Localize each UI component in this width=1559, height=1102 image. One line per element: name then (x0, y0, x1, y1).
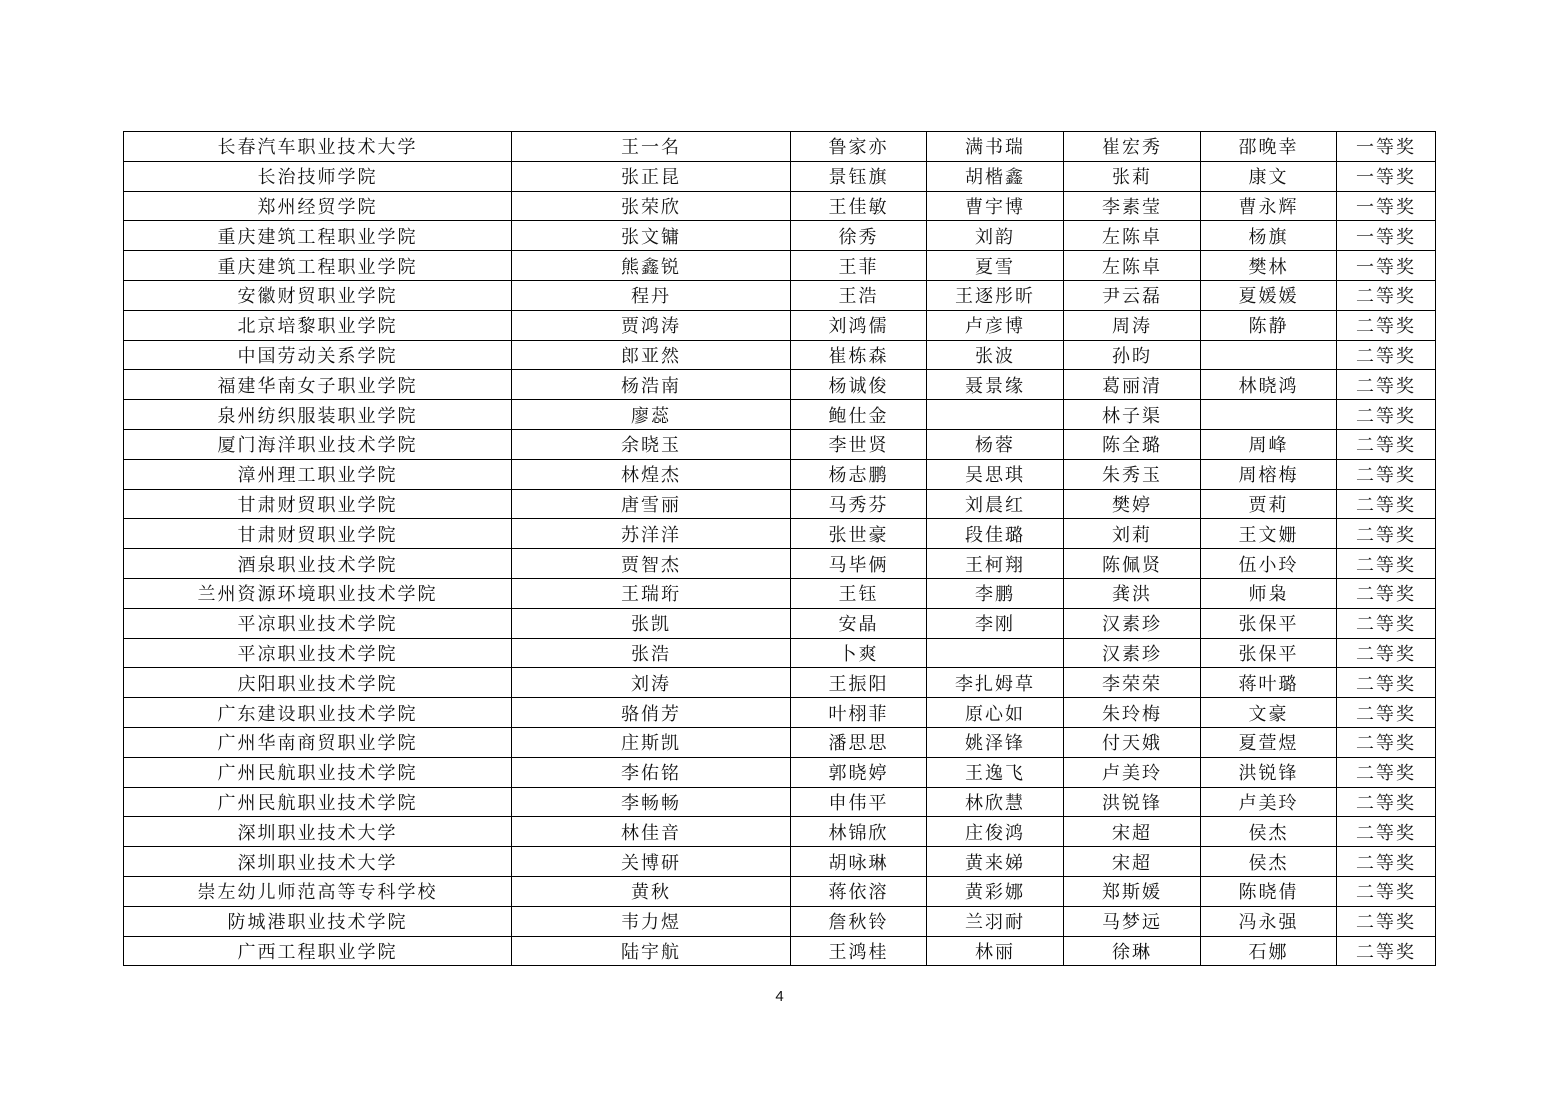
student-3-cell: 黄彩娜 (927, 876, 1064, 906)
teacher-2-cell: 林晓鸿 (1201, 370, 1337, 400)
award-cell: 二等奖 (1337, 906, 1436, 936)
student-2-cell: 蒋依溶 (791, 876, 927, 906)
page-number: 4 (775, 988, 784, 1005)
teacher-1-cell: 洪锐锋 (1064, 787, 1201, 817)
school-cell: 长治技师学院 (124, 161, 512, 191)
teacher-1-cell: 崔宏秀 (1064, 132, 1201, 162)
award-cell: 二等奖 (1337, 727, 1436, 757)
award-cell: 二等奖 (1337, 638, 1436, 668)
table-row (124, 161, 1436, 191)
student-1-cell: 李佑铭 (512, 757, 791, 787)
teacher-2-cell: 夏萱煜 (1201, 727, 1337, 757)
table-row (124, 698, 1436, 728)
teacher-2-cell: 冯永强 (1201, 906, 1337, 936)
school-cell: 兰州资源环境职业技术学院 (124, 578, 512, 608)
table-row (124, 608, 1436, 638)
teacher-2-cell: 贾莉 (1201, 489, 1337, 519)
student-3-cell: 杨蓉 (927, 429, 1064, 459)
award-cell: 二等奖 (1337, 340, 1436, 370)
school-cell: 庆阳职业技术学院 (124, 668, 512, 698)
teacher-2-cell (1201, 340, 1337, 370)
student-2-cell: 崔栋森 (791, 340, 927, 370)
teacher-1-cell: 朱玲梅 (1064, 698, 1201, 728)
award-cell: 二等奖 (1337, 370, 1436, 400)
student-1-cell: 林佳音 (512, 817, 791, 847)
student-1-cell: 熊鑫锐 (512, 251, 791, 281)
table-row (124, 251, 1436, 281)
student-2-cell: 卜爽 (791, 638, 927, 668)
teacher-1-cell: 刘莉 (1064, 519, 1201, 549)
teacher-1-cell: 左陈卓 (1064, 251, 1201, 281)
award-cell: 二等奖 (1337, 936, 1436, 966)
teacher-1-cell: 宋超 (1064, 847, 1201, 877)
teacher-2-cell: 陈晓倩 (1201, 876, 1337, 906)
school-cell: 中国劳动关系学院 (124, 340, 512, 370)
teacher-2-cell (1201, 400, 1337, 430)
table-row (124, 340, 1436, 370)
table-row (124, 817, 1436, 847)
student-2-cell: 马秀芬 (791, 489, 927, 519)
award-table (123, 131, 1436, 966)
teacher-1-cell: 樊婷 (1064, 489, 1201, 519)
school-cell: 漳州理工职业学院 (124, 459, 512, 489)
student-1-cell: 庄斯凯 (512, 727, 791, 757)
student-2-cell: 王菲 (791, 251, 927, 281)
student-3-cell: 林丽 (927, 936, 1064, 966)
teacher-1-cell: 徐琳 (1064, 936, 1201, 966)
student-1-cell: 余晓玉 (512, 429, 791, 459)
award-table-body (124, 132, 1436, 966)
student-3-cell: 李鹏 (927, 578, 1064, 608)
award-cell: 二等奖 (1337, 519, 1436, 549)
award-cell: 二等奖 (1337, 817, 1436, 847)
award-cell: 二等奖 (1337, 876, 1436, 906)
teacher-2-cell: 文豪 (1201, 698, 1337, 728)
award-cell: 二等奖 (1337, 459, 1436, 489)
student-3-cell: 刘韵 (927, 221, 1064, 251)
student-3-cell: 王逐彤昕 (927, 280, 1064, 310)
student-1-cell: 唐雪丽 (512, 489, 791, 519)
teacher-1-cell: 李荣荣 (1064, 668, 1201, 698)
student-1-cell: 王一名 (512, 132, 791, 162)
student-3-cell: 李刚 (927, 608, 1064, 638)
teacher-2-cell: 樊林 (1201, 251, 1337, 281)
student-3-cell: 黄来娣 (927, 847, 1064, 877)
student-1-cell: 苏洋洋 (512, 519, 791, 549)
student-1-cell: 韦力煜 (512, 906, 791, 936)
student-2-cell: 王浩 (791, 280, 927, 310)
teacher-2-cell: 蒋叶璐 (1201, 668, 1337, 698)
teacher-2-cell: 伍小玲 (1201, 549, 1337, 579)
teacher-1-cell: 陈佩贤 (1064, 549, 1201, 579)
award-cell: 一等奖 (1337, 251, 1436, 281)
student-3-cell: 张波 (927, 340, 1064, 370)
teacher-1-cell: 付天娥 (1064, 727, 1201, 757)
student-2-cell: 马毕俩 (791, 549, 927, 579)
school-cell: 北京培黎职业学院 (124, 310, 512, 340)
school-cell: 广州华南商贸职业学院 (124, 727, 512, 757)
teacher-2-cell: 周峰 (1201, 429, 1337, 459)
teacher-2-cell: 曹永辉 (1201, 191, 1337, 221)
table-row (124, 310, 1436, 340)
teacher-1-cell: 龚洪 (1064, 578, 1201, 608)
teacher-1-cell: 张莉 (1064, 161, 1201, 191)
table-row (124, 489, 1436, 519)
student-2-cell: 王振阳 (791, 668, 927, 698)
student-1-cell: 郎亚然 (512, 340, 791, 370)
award-cell: 二等奖 (1337, 757, 1436, 787)
teacher-1-cell: 汉素珍 (1064, 608, 1201, 638)
student-3-cell: 李扎姆草 (927, 668, 1064, 698)
student-1-cell: 黄秋 (512, 876, 791, 906)
teacher-1-cell: 林子渠 (1064, 400, 1201, 430)
student-2-cell: 安晶 (791, 608, 927, 638)
award-cell: 二等奖 (1337, 608, 1436, 638)
school-cell: 重庆建筑工程职业学院 (124, 221, 512, 251)
student-3-cell (927, 638, 1064, 668)
student-3-cell: 胡楷鑫 (927, 161, 1064, 191)
student-1-cell: 廖蕊 (512, 400, 791, 430)
teacher-2-cell: 邵晚幸 (1201, 132, 1337, 162)
teacher-2-cell: 卢美玲 (1201, 787, 1337, 817)
teacher-1-cell: 孙昀 (1064, 340, 1201, 370)
table-row (124, 429, 1436, 459)
teacher-2-cell: 师枭 (1201, 578, 1337, 608)
school-cell: 深圳职业技术大学 (124, 847, 512, 877)
table-row (124, 578, 1436, 608)
student-3-cell: 聂景缘 (927, 370, 1064, 400)
student-3-cell: 满书瑞 (927, 132, 1064, 162)
student-2-cell: 潘思思 (791, 727, 927, 757)
school-cell: 深圳职业技术大学 (124, 817, 512, 847)
student-3-cell: 庄俊鸿 (927, 817, 1064, 847)
student-2-cell: 王鸿桂 (791, 936, 927, 966)
school-cell: 安徽财贸职业学院 (124, 280, 512, 310)
student-1-cell: 王瑞珩 (512, 578, 791, 608)
school-cell: 崇左幼儿师范高等专科学校 (124, 876, 512, 906)
teacher-2-cell: 石娜 (1201, 936, 1337, 966)
student-2-cell: 王钰 (791, 578, 927, 608)
student-2-cell: 鲍仕金 (791, 400, 927, 430)
student-1-cell: 贾鸿涛 (512, 310, 791, 340)
school-cell: 广东建设职业技术学院 (124, 698, 512, 728)
award-cell: 二等奖 (1337, 310, 1436, 340)
table-row (124, 847, 1436, 877)
table-row (124, 459, 1436, 489)
student-3-cell: 王逸飞 (927, 757, 1064, 787)
award-cell: 二等奖 (1337, 400, 1436, 430)
student-3-cell: 王柯翔 (927, 549, 1064, 579)
student-1-cell: 程丹 (512, 280, 791, 310)
student-1-cell: 林煌杰 (512, 459, 791, 489)
school-cell: 酒泉职业技术学院 (124, 549, 512, 579)
student-2-cell: 刘鸿儒 (791, 310, 927, 340)
table-row (124, 280, 1436, 310)
teacher-1-cell: 周涛 (1064, 310, 1201, 340)
teacher-2-cell: 侯杰 (1201, 847, 1337, 877)
school-cell: 广州民航职业技术学院 (124, 787, 512, 817)
teacher-1-cell: 葛丽清 (1064, 370, 1201, 400)
student-1-cell: 刘涛 (512, 668, 791, 698)
student-2-cell: 林锦欣 (791, 817, 927, 847)
teacher-1-cell: 汉素珍 (1064, 638, 1201, 668)
table-row (124, 936, 1436, 966)
school-cell: 甘肃财贸职业学院 (124, 489, 512, 519)
student-3-cell: 吴思琪 (927, 459, 1064, 489)
student-1-cell: 陆宇航 (512, 936, 791, 966)
teacher-2-cell: 张保平 (1201, 638, 1337, 668)
student-1-cell: 张浩 (512, 638, 791, 668)
table-row (124, 191, 1436, 221)
award-cell: 二等奖 (1337, 280, 1436, 310)
student-1-cell: 张凯 (512, 608, 791, 638)
school-cell: 甘肃财贸职业学院 (124, 519, 512, 549)
school-cell: 平凉职业技术学院 (124, 638, 512, 668)
student-2-cell: 叶栩菲 (791, 698, 927, 728)
student-3-cell: 兰羽耐 (927, 906, 1064, 936)
school-cell: 泉州纺织服装职业学院 (124, 400, 512, 430)
award-cell: 二等奖 (1337, 578, 1436, 608)
student-3-cell: 夏雪 (927, 251, 1064, 281)
table-row (124, 876, 1436, 906)
teacher-1-cell: 尹云磊 (1064, 280, 1201, 310)
student-1-cell: 张正昆 (512, 161, 791, 191)
student-1-cell: 张荣欣 (512, 191, 791, 221)
student-2-cell: 申伟平 (791, 787, 927, 817)
student-2-cell: 李世贤 (791, 429, 927, 459)
teacher-1-cell: 郑斯媛 (1064, 876, 1201, 906)
student-3-cell: 原心如 (927, 698, 1064, 728)
teacher-2-cell: 侯杰 (1201, 817, 1337, 847)
teacher-1-cell: 马梦远 (1064, 906, 1201, 936)
school-cell: 福建华南女子职业学院 (124, 370, 512, 400)
teacher-2-cell: 王文姗 (1201, 519, 1337, 549)
table-row (124, 787, 1436, 817)
teacher-1-cell: 宋超 (1064, 817, 1201, 847)
student-1-cell: 关博研 (512, 847, 791, 877)
school-cell: 平凉职业技术学院 (124, 608, 512, 638)
teacher-2-cell: 夏媛媛 (1201, 280, 1337, 310)
student-2-cell: 鲁家亦 (791, 132, 927, 162)
student-2-cell: 徐秀 (791, 221, 927, 251)
student-3-cell (927, 400, 1064, 430)
school-cell: 广西工程职业学院 (124, 936, 512, 966)
table-row (124, 221, 1436, 251)
award-cell: 一等奖 (1337, 161, 1436, 191)
teacher-1-cell: 卢美玲 (1064, 757, 1201, 787)
student-1-cell: 张文镛 (512, 221, 791, 251)
award-cell: 二等奖 (1337, 429, 1436, 459)
teacher-1-cell: 左陈卓 (1064, 221, 1201, 251)
school-cell: 郑州经贸学院 (124, 191, 512, 221)
table-row (124, 519, 1436, 549)
award-cell: 二等奖 (1337, 668, 1436, 698)
student-2-cell: 王佳敏 (791, 191, 927, 221)
student-3-cell: 曹宇博 (927, 191, 1064, 221)
award-cell: 二等奖 (1337, 847, 1436, 877)
teacher-2-cell: 杨旗 (1201, 221, 1337, 251)
teacher-2-cell: 洪锐锋 (1201, 757, 1337, 787)
student-2-cell: 张世豪 (791, 519, 927, 549)
student-1-cell: 李畅畅 (512, 787, 791, 817)
student-2-cell: 杨诚俊 (791, 370, 927, 400)
student-3-cell: 林欣慧 (927, 787, 1064, 817)
table-row (124, 370, 1436, 400)
table-row (124, 132, 1436, 162)
school-cell: 厦门海洋职业技术学院 (124, 429, 512, 459)
award-cell: 二等奖 (1337, 698, 1436, 728)
student-1-cell: 贾智杰 (512, 549, 791, 579)
student-3-cell: 姚泽锋 (927, 727, 1064, 757)
student-2-cell: 景钰旗 (791, 161, 927, 191)
teacher-1-cell: 李素莹 (1064, 191, 1201, 221)
student-2-cell: 郭晓婷 (791, 757, 927, 787)
student-3-cell: 段佳璐 (927, 519, 1064, 549)
table-row (124, 549, 1436, 579)
teacher-1-cell: 陈全璐 (1064, 429, 1201, 459)
student-3-cell: 卢彦博 (927, 310, 1064, 340)
table-row (124, 400, 1436, 430)
table-row (124, 906, 1436, 936)
table-row (124, 668, 1436, 698)
award-cell: 二等奖 (1337, 489, 1436, 519)
school-cell: 重庆建筑工程职业学院 (124, 251, 512, 281)
student-1-cell: 骆俏芳 (512, 698, 791, 728)
award-cell: 一等奖 (1337, 221, 1436, 251)
student-1-cell: 杨浩南 (512, 370, 791, 400)
teacher-2-cell: 陈静 (1201, 310, 1337, 340)
award-cell: 二等奖 (1337, 787, 1436, 817)
school-cell: 防城港职业技术学院 (124, 906, 512, 936)
student-2-cell: 詹秋铃 (791, 906, 927, 936)
award-cell: 二等奖 (1337, 549, 1436, 579)
award-cell: 一等奖 (1337, 132, 1436, 162)
school-cell: 广州民航职业技术学院 (124, 757, 512, 787)
table-row (124, 727, 1436, 757)
student-3-cell: 刘晨红 (927, 489, 1064, 519)
teacher-1-cell: 朱秀玉 (1064, 459, 1201, 489)
teacher-2-cell: 张保平 (1201, 608, 1337, 638)
award-cell: 一等奖 (1337, 191, 1436, 221)
school-cell: 长春汽车职业技术大学 (124, 132, 512, 162)
student-2-cell: 杨志鹏 (791, 459, 927, 489)
table-row (124, 638, 1436, 668)
student-2-cell: 胡咏琳 (791, 847, 927, 877)
table-row (124, 757, 1436, 787)
teacher-2-cell: 周榕梅 (1201, 459, 1337, 489)
teacher-2-cell: 康文 (1201, 161, 1337, 191)
